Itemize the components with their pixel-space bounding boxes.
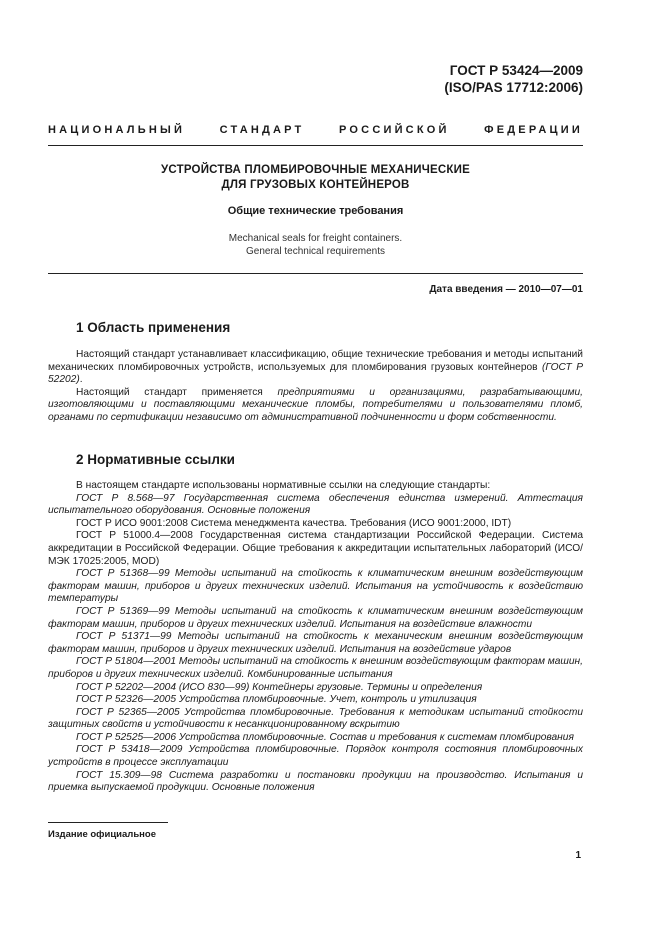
section-1-paragraph-2 [48, 387, 583, 425]
middle-divider [48, 273, 583, 274]
document-number: ГОСТ Р 53424—2009 [449, 63, 583, 78]
reference-item: ГОСТ Р 51371—99 Методы испытаний на стойкость к механическим внешним воздействующим факторам машин, приборов и других технических изделий. Испытания на воздействие ударов [48, 631, 583, 655]
section-1-body [48, 349, 583, 425]
english-title [48, 232, 583, 258]
section-1-heading: 1 Область применения [76, 320, 231, 335]
reference-item: ГОСТ Р 52202—2004 (ИСО 830—99) Контейнеры грузовые. Термины и определения [76, 681, 483, 693]
document-title [48, 163, 583, 193]
reference-item: ГОСТ Р 8.568—97 Государственная система обеспечения единства измерений. Аттестация испытательного оборудования. Основные положения [48, 492, 583, 517]
paragraph-1-text: Настоящий стандарт устанавливает классификацию, общие технические требования и методы испытаний механических пломбировочных устройств, используемых для пломбирования грузовых контейнеров [48, 349, 583, 373]
document-number-block [444, 62, 583, 96]
reference-item: ГОСТ Р 52525—2006 Устройства пломбировочные. Состав и требования к системам пломбирования [76, 731, 574, 743]
reference-item: ГОСТ Р 53418—2009 Устройства пломбировочные. Порядок контроля состояния пломбировочных устройств в процессе эксплуатации [48, 744, 583, 769]
reference-item: ГОСТ Р 51368—99 Методы испытаний на стойкость к климатическим внешним воздействующим факторам машин, приборов и других технических изделий. Испытания на устойчивость к воздействию температуры [48, 568, 583, 605]
reference-item: ГОСТ Р 51000.4—2008 Государственная система стандартизации Российской Федерации. Система аккредитации в Российской Федерации. Общие требования к аккредитации испытательных лабораторий (ИСО/МЭК 17025:2005, MOD) [48, 530, 583, 567]
official-edition-label: Издание официальное [48, 829, 156, 840]
page-number: 1 [575, 850, 581, 861]
english-title-line-2: General technical requirements [246, 246, 385, 257]
national-standard-banner: НАЦИОНАЛЬНЫЙ СТАНДАРТ РОССИЙСКОЙ ФЕДЕРАЦИИ [48, 124, 583, 136]
section-2-body [48, 480, 583, 795]
title-line-1: УСТРОЙСТВА ПЛОМБИРОВОЧНЫЕ МЕХАНИЧЕСКИЕ [161, 164, 470, 176]
paragraph-2-text: Настоящий стандарт применяется [76, 386, 278, 398]
paragraph-1-reference: (ГОСТ Р 52202) [48, 361, 583, 386]
title-line-2: ДЛЯ ГРУЗОВЫХ КОНТЕЙНЕРОВ [221, 179, 410, 191]
document-subtitle: Общие технические требования [227, 205, 404, 217]
footer-divider [48, 822, 168, 823]
reference-item: ГОСТ Р 51804—2001 Методы испытаний на стойкость к внешним воздействующим факторам машин, приборов и других технических изделий. Комбинированные испытания [48, 656, 583, 680]
reference-item: ГОСТ Р ИСО 9001:2008 Система менеджмента качества. Требования (ИСО 9001:2000, IDT) [76, 517, 512, 529]
english-title-line-1: Mechanical seals for freight containers. [228, 233, 403, 244]
introduction-date: Дата введения — 2010—07—01 [429, 284, 583, 295]
reference-item: ГОСТ Р 52365—2005 Устройства пломбировочные. Требования к методикам испытаний стойкости защитных свойств и устойчивости к несанкционированному вскрытию [48, 706, 583, 731]
section-2-heading: 2 Нормативные ссылки [76, 452, 235, 467]
iso-reference: (ISO/PAS 17712:2006) [444, 80, 583, 95]
reference-item: ГОСТ Р 51369—99 Методы испытаний на стойкость к климатическим внешним воздействующим факторам машин, приборов и других технических изделий. Испытания на воздействие влажности [48, 605, 583, 630]
reference-item: ГОСТ Р 52326—2005 Устройства пломбировочные. Учет, контроль и утилизация [76, 694, 477, 706]
section-1-paragraph-1 [48, 349, 583, 387]
reference-item: ГОСТ 15.309—98 Система разработки и постановки продукции на производство. Испытания и приемка выпускаемой продукции. Основные положения [48, 769, 583, 794]
paragraph-1-end: . [79, 374, 83, 386]
paragraph-2-italic: предприятиями и организациями, разрабатывающими, изготовляющими и поставляющими механические пломбы, потребителями и пользователями пломб, органами по сертификации независимо от административной подчиненности и форм собственности. [48, 386, 583, 423]
top-divider [48, 145, 583, 146]
section-2-intro: В настоящем стандарте использованы нормативные ссылки на следующие стандарты: [76, 480, 491, 491]
